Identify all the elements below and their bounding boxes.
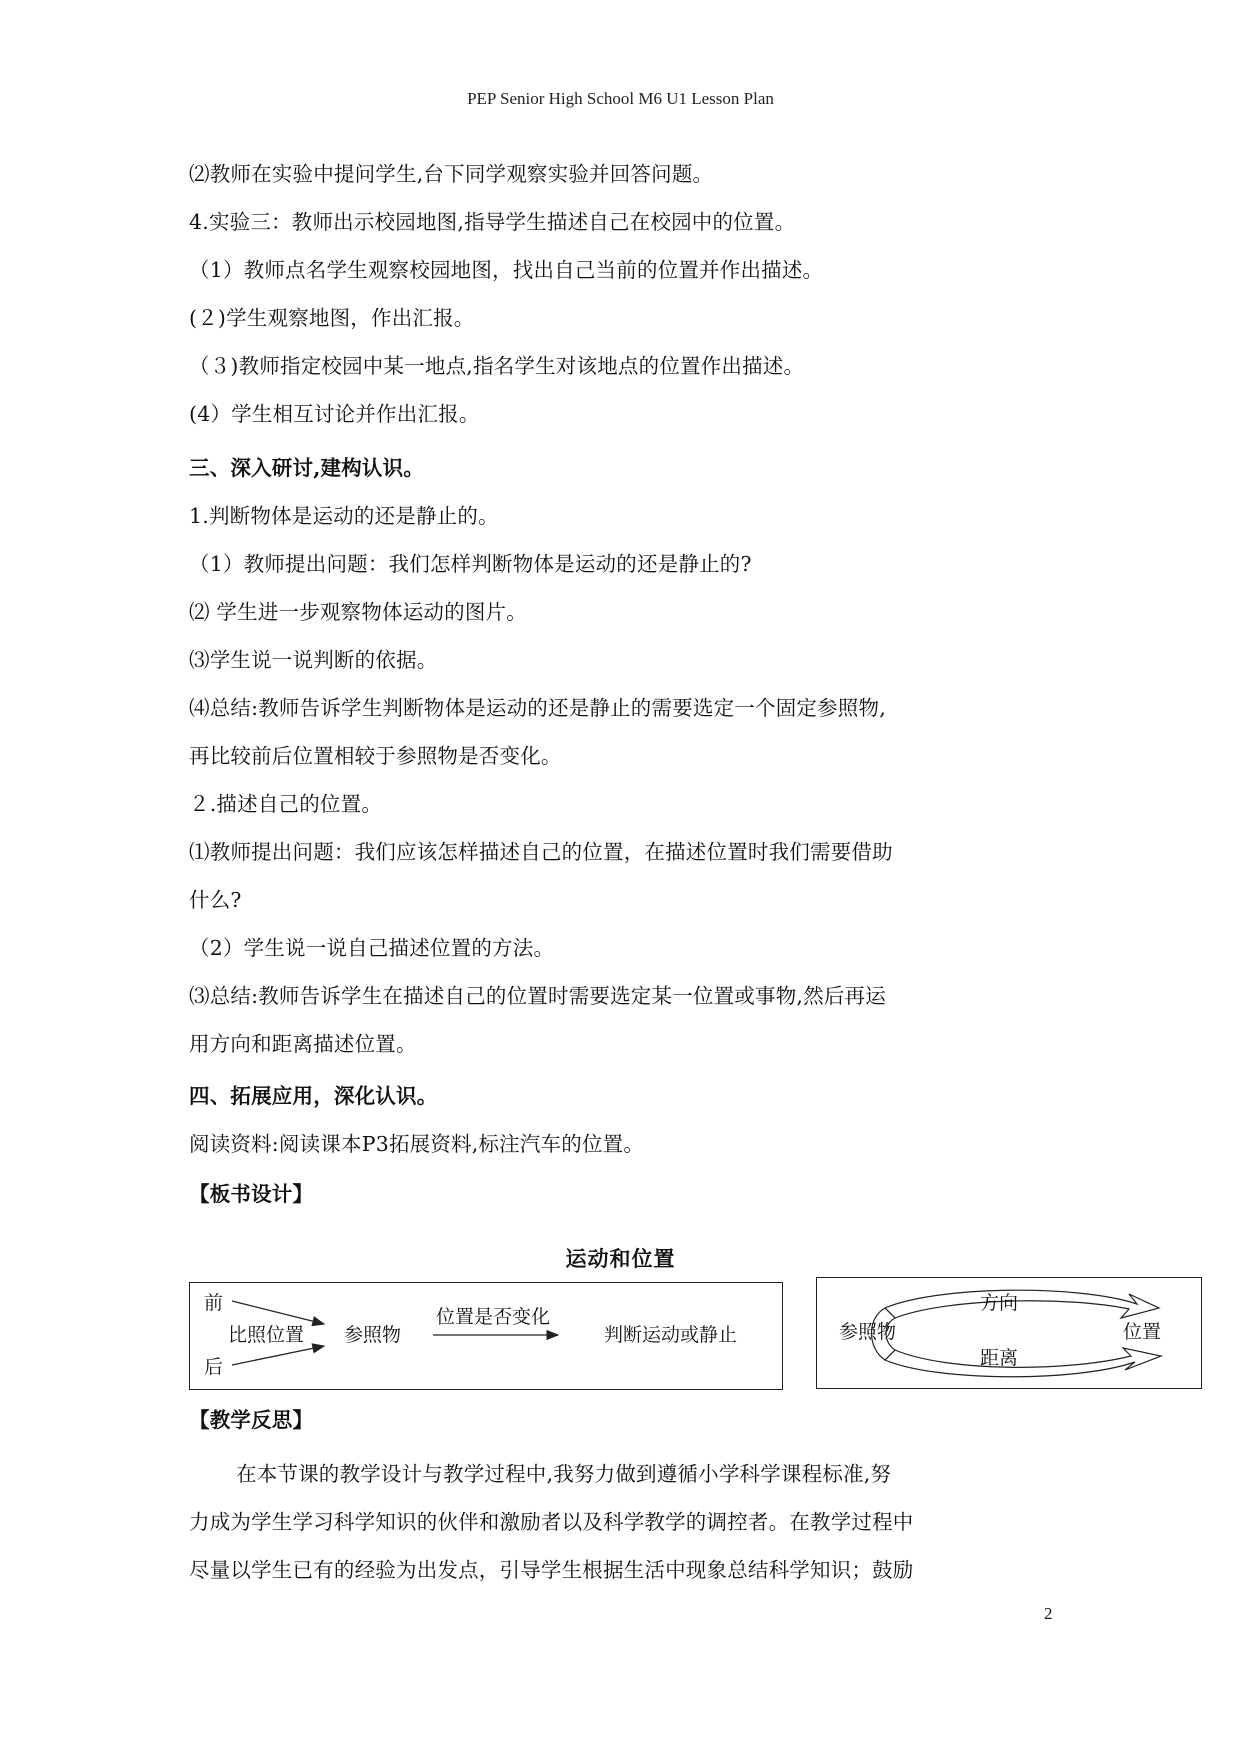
section-heading: 三、深入研讨,建构认识。 (189, 456, 425, 480)
text-line: ⑴教师提出问题：我们应该怎样描述自己的位置，在描述位置时我们需要借助 (189, 840, 893, 864)
board-right-box (816, 1277, 1202, 1389)
board-title: 运动和位置 (565, 1246, 676, 1271)
text-line: ⑵ 学生进一步观察物体运动的图片。 (189, 600, 527, 624)
text-line: (２)学生观察地图，作出汇报。 (189, 306, 475, 330)
reference-label: 参照物 (839, 1321, 897, 1343)
text-line: 什么? (189, 888, 242, 912)
section-heading: 四、拓展应用，深化认识。 (189, 1084, 438, 1108)
reflection-line: 在本节课的教学设计与教学过程中,我努力做到遵循小学科学课程标准,努 (236, 1462, 892, 1486)
judge-label: 判断运动或静止 (604, 1324, 738, 1346)
text-line: 用方向和距离描述位置。 (189, 1032, 417, 1056)
front-label: 前 (204, 1292, 224, 1314)
text-line: ⑶学生说一说判断的依据。 (189, 648, 438, 672)
reflection-line: 力成为学生学习科学知识的伙伴和激励者以及科学教学的调控者。在教学过程中 (189, 1510, 914, 1534)
text-line: （３)教师指定校园中某一地点,指名学生对该地点的位置作出描述。 (189, 354, 805, 378)
compare-label: 比照位置 (228, 1324, 305, 1346)
text-line: （1）教师点名学生观察校园地图，找出自己当前的位置并作出描述。 (189, 258, 824, 282)
text-line: （1）教师提出问题：我们怎样判断物体是运动的还是静止的? (189, 552, 752, 576)
text-line: 1.判断物体是运动的还是静止的。 (189, 504, 499, 528)
back-label: 后 (204, 1356, 224, 1378)
change-label: 位置是否变化 (436, 1306, 551, 1328)
page-header: PEP Senior High School M6 U1 Lesson Plan (467, 89, 774, 108)
text-line: 阅读资料:阅读课本P3拓展资料,标注汽车的位置。 (189, 1132, 645, 1156)
text-line: ⑵教师在实验中提问学生,台下同学观察实验并回答问题。 (189, 162, 714, 186)
reflection-line: 尽量以学生已有的经验为出发点，引导学生根据生活中现象总结科学知识；鼓励 (189, 1558, 914, 1582)
board-design-heading: 【板书设计】 (189, 1182, 314, 1206)
text-line: ⑶总结:教师告诉学生在描述自己的位置时需要选定某一位置或事物,然后再运 (189, 984, 886, 1008)
text-line: 4.实验三：教师出示校园地图,指导学生描述自己在校园中的位置。 (189, 210, 796, 234)
text-line: （2）学生说一说自己描述位置的方法。 (189, 936, 555, 960)
text-line: (4）学生相互讨论并作出汇报。 (189, 402, 480, 426)
arrow-front (232, 1301, 324, 1324)
page-number: 2 (1044, 1604, 1053, 1623)
text-line: 再比较前后位置相较于参照物是否变化。 (189, 744, 562, 768)
direction-label: 方向 (980, 1292, 1019, 1314)
distance-label: 距离 (980, 1347, 1019, 1369)
reflection-heading: 【教学反思】 (189, 1408, 314, 1432)
reference-label: 参照物 (344, 1324, 402, 1346)
board-left-box (189, 1282, 783, 1390)
text-line: ２.描述自己的位置。 (189, 792, 383, 816)
text-line: ⑷总结:教师告诉学生判断物体是运动的还是静止的需要选定一个固定参照物, (189, 696, 886, 720)
position-label: 位置 (1123, 1321, 1162, 1343)
arrow-back (232, 1346, 324, 1365)
